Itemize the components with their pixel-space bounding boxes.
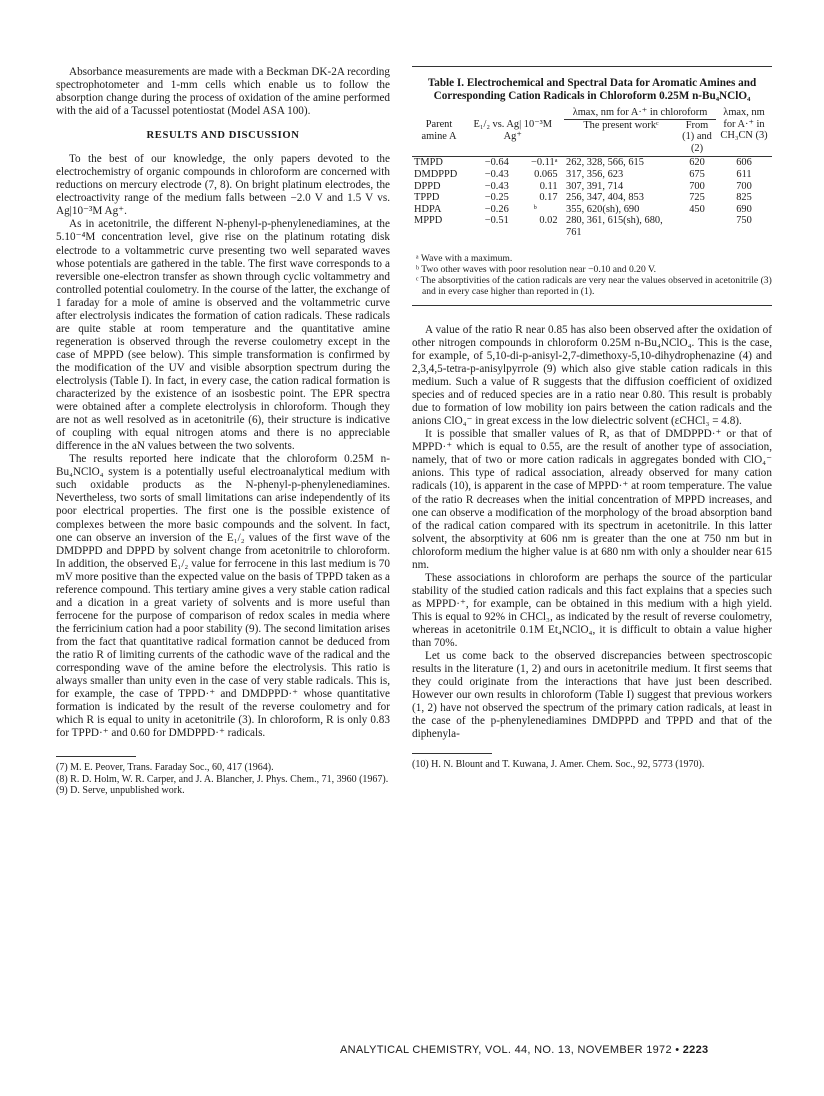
right-column: [412, 66, 772, 771]
cell-ch3cn: 750: [736, 215, 752, 227]
cell-from: 675: [689, 168, 705, 180]
cell-amine: TMPD: [414, 157, 443, 169]
cell-from: 620: [689, 157, 705, 169]
cell-present: 307, 391, 714: [566, 180, 624, 192]
page-number: 2223: [682, 1044, 709, 1056]
group-header: λmax, nm for A·⁺ in chloroform: [564, 107, 716, 119]
paragraph-results: The results reported here indicate that the chloroform 0.25M n-Bu₄NClO₄ system is a potentially useful electroanalytical medium with such oxidable products as the N-phenyl-p-phenylenediamines. Nevertheless, two sorts of small limitations can arise independently of its poor electrical properties. The first one is the possible existence of complexes between the more basic compounds and the solvent. In fact, one can observe an inversion of the E₁/₂ values of the first wave of the DMDPPD and DPPD by solvent change from acetonitrile to chloroform. In addition, the observed E₁/₂ value for ferrocene in this last medium is 70 mV more positive than the expected value on the basis of TPPD taken as a reference compound. This tertiary amine gives a very stable cation radical and a dication in a great variety of solvents and is more useful than ferrocene for the purpose of comparison of redox scales in media where the ferricinium cation had a poor stability (9). The second limitation arises from the fact that quantitative radical formation cannot be deduced from the ratio R of limiting currents of the cathodic wave of the radical and the corresponding wave of the amine before the electrolysis. This ratio is always smaller than unity even in the case of very stable radicals. This is, for example, the case of TPPD·⁺ and DMDPPD·⁺ whose quantitative formation is indicated by the result of the reverse coulometry and for which R is equal to unity in acetonitrile (3). In chloroform, R is only 0.83 for TPPD·⁺ and 0.60 for DMDPPD·⁺ radicals.: [56, 453, 390, 740]
table-row: [412, 204, 772, 216]
column-header-from: From (1) and (2): [682, 119, 712, 154]
table-row: [412, 169, 772, 181]
footnote-divider: [412, 753, 492, 754]
table-row: [412, 157, 772, 169]
cell-present: 262, 328, 566, 615: [566, 157, 644, 169]
cell-amine: HDPA: [414, 203, 442, 215]
paragraph-voltammetry: As in acetonitrile, the different N-phenyl-p-phenylenediamines, at the 5.10⁻⁴M concentration level, give rise on the platinum rotating disk electrode to a voltammetric curve presenting two well separated waves whose potentials are gathered in the table. The first wave corresponds to a reversible one-electron transfer as shown through cyclic voltammetry and controlled potential coulometry. In the course of the latter, the exchange of 1 faraday for a mole of amine is observed and the voltammetric curve after electrolysis indicates the formation of cation radicals. These radicals are quite stable at room temperature and the quantitative amine regeneration is observed through the reverse coulometry except in the case of MPPD (see below). This simple transformation is confirmed by the modification of the UV and visible absorption spectrum during the electrolysis (Table I). In fact, in every case, the cation radical formation is characterized by the existence of an isosbestic point. The EPR spectra were obtained after a complete electrolysis in chloroform. Though they are not as well resolved as in acetonitrile (6), their structure is indicative of coupling with equal nitrogen atoms and there is no appreciable difference in the aN values between the two solvents.: [56, 218, 391, 453]
paragraph-intro: To the best of our knowledge, the only papers devoted to the electrochemistry of organic compounds in chloroform are concerned with reductions on mercury electrode (7, 8). On bright platinum electrodes, the electroactivity range of the medium falls between −2.0 V and 1.5 V vs. Ag|10⁻³M Ag⁺.: [56, 153, 390, 218]
reference-item: (9) D. Serve, unpublished work.: [56, 785, 185, 797]
column-header-e12: E₁/₂ vs. Ag| 10⁻³M Ag⁺: [473, 119, 553, 142]
cell-e1: −0.64: [484, 157, 509, 169]
table-footnote: ᵃ Wave with a maximum.: [416, 252, 513, 264]
left-column: [56, 66, 390, 797]
table-footnote: ᵇ Two other waves with poor resolution near −0.10 and 0.20 V.: [416, 263, 657, 275]
cell-e1: −0.51: [484, 215, 509, 227]
cell-ch3cn: 700: [736, 180, 752, 192]
cell-e1: −0.26: [484, 203, 509, 215]
footnote-divider: [56, 756, 136, 757]
reference-item: (7) M. E. Peover, Trans. Faraday Soc., 60, 417 (1964).: [56, 762, 274, 774]
cell-e2: 0.11: [539, 180, 558, 192]
cell-present: 317, 356, 623: [566, 168, 624, 180]
cell-present: 256, 347, 404, 853: [566, 192, 644, 204]
cell-from: [678, 215, 716, 238]
paragraph-methods: Absorbance measurements are made with a Beckman DK-2A recording spectrophotometer and 1-mm cells which enable us to follow the absorption change during the process of oxidation of the amine performed with the aid of a Tacussel potentiostat (Model ASA 100).: [56, 66, 390, 118]
table-footnotes: [412, 253, 772, 297]
cell-ch3cn: 611: [736, 168, 752, 180]
reference-list-right: [412, 759, 772, 771]
cell-ch3cn: 825: [736, 192, 752, 204]
column-header-ch3cn: λmax, nm for A·⁺ in CH₃CN (3): [720, 107, 768, 142]
column-header-present: The present workᶜ: [583, 119, 659, 131]
cell-present: 280, 361, 615(sh), 680, 761: [566, 215, 663, 238]
table-row: [412, 192, 772, 204]
cell-amine: DPPD: [414, 180, 441, 192]
footer-bullet: •: [675, 1044, 680, 1056]
reference-item: (8) R. D. Holm, W. R. Carper, and J. A. Blancher, J. Phys. Chem., 71, 3960 (1967).: [56, 773, 389, 785]
table-row: [412, 181, 772, 193]
column-header-parent: Parent amine A: [421, 119, 457, 142]
cell-e2: 0.065: [534, 168, 558, 180]
cell-from: 450: [689, 203, 705, 215]
cell-e1: −0.25: [484, 192, 509, 204]
table-title: Table I. Electrochemical and Spectral Data for Aromatic Amines and Corresponding Cation Radicals in Chloroform 0.25M n-Bu₄NClO₄: [427, 77, 757, 102]
data-table: [412, 107, 772, 239]
paragraph-ratio: A value of the ratio R near 0.85 has also been observed after the oxidation of other nitrogen compounds in chloroform 0.25M n-Bu₄NClO₄. This is the case, for example, of 5,10-di-p-anisyl-2,7-dimethoxy-5,10-dihydrophenazine (4) and 2,3,4,5-tetra-p-anisylpyrrole (9) which also give stable cation radicals in this medium. Such a value of R suggests that the diffusion coefficient of oxidized species and of reduced species are in a ratio near 0.80. This result is probably due to formation of low mobility ion pairs between the cation radicals and the anions ClO₄⁻ in great excess in the low dielectric solvent (εCHCl₃ = 4.8).: [412, 323, 772, 428]
reference-list-left: [56, 762, 390, 797]
table-row: [412, 215, 772, 238]
cell-e2: −0.11ᵃ: [531, 157, 558, 169]
cell-present: 355, 620(sh), 690: [566, 203, 640, 215]
cell-ch3cn: 606: [736, 157, 752, 169]
cell-e2: ᵇ: [533, 203, 537, 215]
paragraph-discrepancies: Let us come back to the observed discrepancies between spectroscopic results in the literature (1, 2) and ours in acetonitrile medium. It first seems that they could originate from the interactions that have just been described. However our own results in chloroform (Table I) suggest that previous workers (1, 2) have not observed the spectrum of the primary cation radicals, at least in the case of the p-phenylenediamines DMDPPD and TPPD and that of the diphenyla-: [412, 650, 772, 741]
cell-amine: DMDPPD: [414, 168, 458, 180]
cell-amine: TPPD: [414, 192, 440, 204]
cell-e2: 0.02: [539, 215, 558, 227]
paragraph-association: It is possible that smaller values of R, as that of DMDPPD·⁺ or that of MPPD·⁺ which is equal to 0.55, are the result of another type of association, namely, that of two or more cation radicals in aggregates bonded with ClO₄⁻ anions. This type of radical association, already observed for many cation radicals (10), is apparent in the case of MPPD·⁺ at room temperature. The value of the ratio R decreases when the initial concentration of MPPD increases, and one can observe a modification of the morphology of the broad absorption band of the radical cation compared with its spectrum in acetonitrile. In this latter solvent, the absorptivity at 606 nm is greater than the one at 750 nm but in chloroform medium the higher value is at 680 nm with only a shoulder near 615 nm.: [412, 428, 772, 571]
section-heading: RESULTS AND DISCUSSION: [146, 130, 300, 142]
page-footer: [340, 1044, 708, 1056]
journal-citation: ANALYTICAL CHEMISTRY, VOL. 44, NO. 13, NOVEMBER 1972: [340, 1044, 672, 1056]
table-footnote: ᶜ The absorptivities of the cation radicals are very near the values observed in acetonitrile (3) and in every case higher than reported in (1).: [416, 274, 772, 297]
cell-amine: MPPD: [414, 215, 443, 227]
cell-ch3cn: 690: [736, 203, 752, 215]
cell-e1: −0.43: [484, 168, 509, 180]
cell-from: 725: [689, 192, 705, 204]
reference-item: (10) H. N. Blount and T. Kuwana, J. Amer. Chem. Soc., 92, 5773 (1970).: [412, 759, 705, 771]
paragraph-stability: These associations in chloroform are perhaps the source of the particular stability of the studied cation radicals and this fact explains that a species such as MPPD·⁺, for example, can be obtained in this medium with a high yield. This is equal to 92% in CHCl₃, as indicated by the result of reverse coulometry, whereas in acetonitrile 0.1M Et₄NClO₄, it is difficult to obtain a value higher than 70%.: [412, 571, 772, 650]
cell-from: 700: [689, 180, 705, 192]
cell-e1: −0.43: [484, 180, 509, 192]
cell-e2: 0.17: [539, 192, 558, 204]
